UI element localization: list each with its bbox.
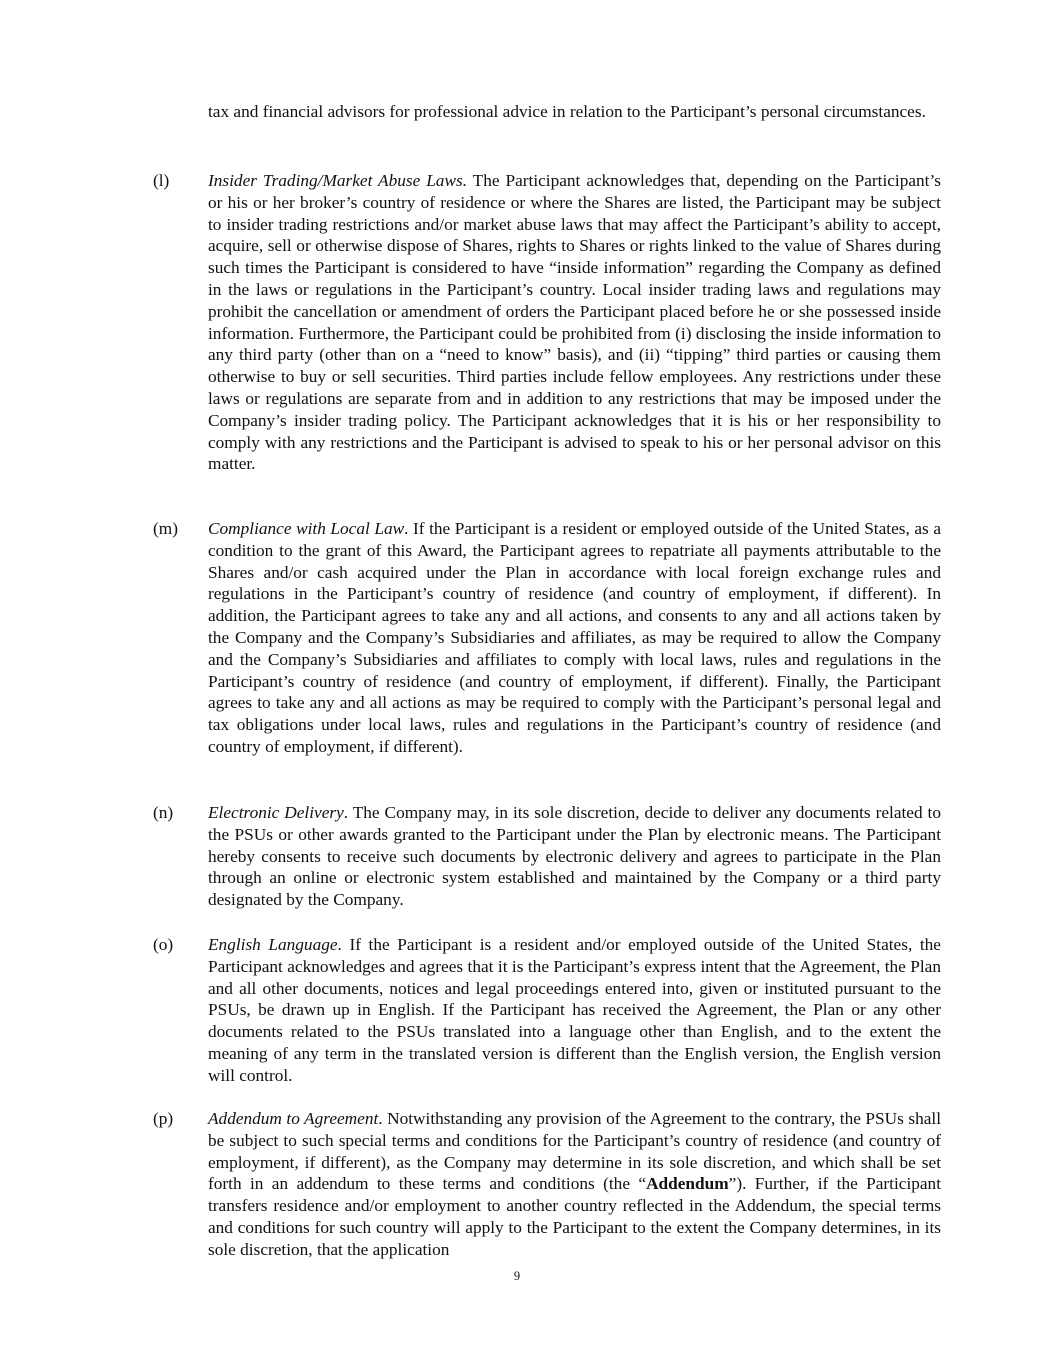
section-o-paragraph xyxy=(208,934,941,1087)
section-n-body: . The Company may, in its sole discretion, decide to deliver any documents related to the PSUs or other awards granted to the Participant under the Plan by electronic means. The Participant hereby consents to receive such documents by electronic delivery and agrees to participate in the Plan through an online or electronic system established and maintained by the Company or a third party designated by the Company. xyxy=(208,803,941,910)
section-label-m: (m) xyxy=(153,519,178,538)
section-p-body-continued: ”). Further, if the Participant transfers residence and/or employment to another country reflected in the Addendum, the special terms and conditions for such country will apply to the Participant to the extent the Company determines, in its sole discretion, that the application xyxy=(208,1174,942,1259)
addendum-defined-term: Addendum xyxy=(646,1174,729,1194)
section-l-body: The Participant acknowledges that, depending on the Participant’s or his or her broker’s country of residence or where the Shares are listed, the Participant may be subject to insider trading restrictions and/or market abuse laws that may affect the Participant’s ability to accept, acquire, sell or otherwise dispose of Shares, rights to Shares or rights linked to the value of Shares during such times the Participant is considered to have “inside information” regarding the Company as defined in the laws or regulations in the Participant’s country. Local insider trading laws and regulations may prohibit the cancellation or amendment of orders the Participant placed before he or she possessed inside information. Furthermore, the Participant could be prohibited from (i) disclosing the inside information to any third party (other than on a “need to know” basis), and (ii) “tipping” third parties or causing them otherwise to buy or sell securities. Third parties include fellow employees. Any restrictions under these laws or regulations are separate from and in addition to any restrictions that may be imposed under the Company’s insider trading policy. The Participant acknowledges that it is his or her responsibility to comply with any restrictions and the Participant is advised to speak to his or her personal advisor on this matter. xyxy=(208,171,941,474)
section-o-body: . If the Participant is a resident and/or employed outside of the United States, the Participant acknowledges and agrees that it is the Participant’s express intent that the Agreement, the Plan and all other documents, notices and legal proceedings entered into, given or instituted pursuant to the PSUs, be drawn up in English. If the Participant has received the Agreement, the Plan or any other documents related to the PSUs translated into a language other than English, and to the extent the meaning of any term in the translated version is different than the English version, the English version will control. xyxy=(208,935,941,1085)
section-label-p: (p) xyxy=(153,1109,174,1128)
section-label-n: (n) xyxy=(153,803,174,822)
section-m-body: . If the Participant is a resident or employed outside of the United States, as a condition to the grant of this Award, the Participant agrees to repatriate all payments attributable to the Shares and/or cash acquired under the Plan in accordance with local foreign exchange rules and regulations in the Participant’s country of residence (and country of employment, if different). In addition, the Participant agrees to take any and all actions, and consents to any and all actions taken by the Company and the Company’s Subsidiaries and affiliates, as may be required to allow the Company and the Company’s Subsidiaries and affiliates to comply with local laws, rules and regulations in the Participant’s country of residence (and country of employment, if different). Finally, the Participant agrees to take any and all actions as may be required to comply with the Participant’s personal legal and tax obligations under local laws, rules and regulations in the Participant’s country of residence (and country of employment, if different). xyxy=(208,519,941,756)
section-l-heading: Insider Trading/Market Abuse Laws. xyxy=(208,171,468,190)
section-label-o: (o) xyxy=(153,935,174,954)
section-n-heading: Electronic Delivery xyxy=(208,803,344,822)
section-o-heading: English Language xyxy=(208,935,338,954)
section-label-l: (l) xyxy=(153,171,170,190)
section-m-paragraph xyxy=(208,518,941,758)
intro-text: tax and financial advisors for professional advice in relation to the Participant’s personal circumstances. xyxy=(208,102,926,121)
page-number: 9 xyxy=(513,1269,521,1283)
section-n-paragraph xyxy=(208,802,941,911)
section-m-heading: Compliance with Local Law xyxy=(208,519,405,538)
section-p-heading: Addendum to Agreement xyxy=(208,1109,379,1128)
section-l-paragraph xyxy=(208,170,941,475)
section-p-paragraph xyxy=(208,1108,941,1261)
intro-paragraph xyxy=(208,101,941,123)
section-p-body: . Notwithstanding any provision of the Agreement to the contrary, the PSUs shall be subject to such special terms and conditions for the Participant’s country of residence (and country of employment, if different), as the Company may determine in its sole discretion, and which shall be set forth in an addendum to these terms and conditions (the “ xyxy=(208,1109,941,1194)
